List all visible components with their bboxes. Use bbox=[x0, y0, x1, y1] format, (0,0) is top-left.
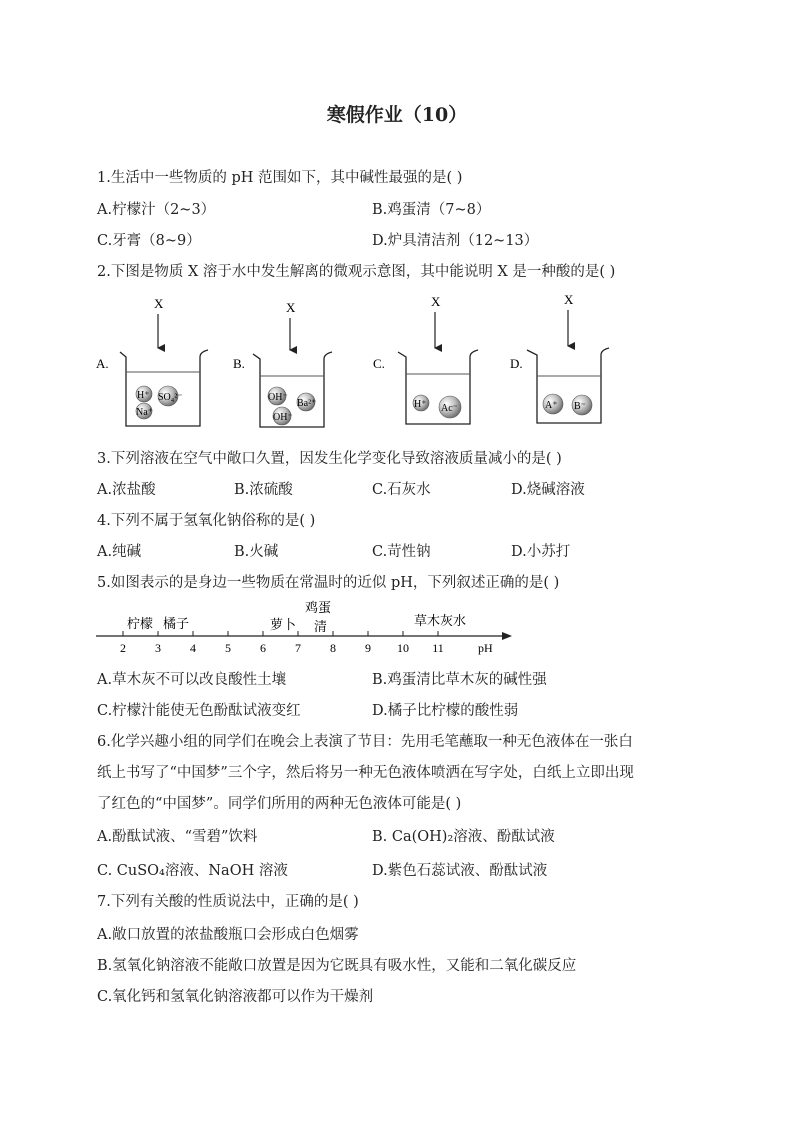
ph-tick-label: 4 bbox=[190, 641, 196, 655]
question-4-option-a: A.纯碱 bbox=[97, 544, 142, 560]
question-3-option-c: C.石灰水 bbox=[372, 482, 431, 498]
ph-tick-label: 10 bbox=[397, 641, 409, 655]
question-6-option-a: A.酚酞试液、“雪碧”饮料 bbox=[97, 829, 258, 845]
question-5-option-d: D.橘子比柠檬的酸性弱 bbox=[372, 703, 519, 719]
question-6-option-d: D.紫色石蕊试液、酚酞试液 bbox=[372, 863, 548, 879]
ion-label: B⁻ bbox=[574, 401, 586, 412]
beaker-d-x-label: X bbox=[564, 292, 574, 307]
ph-axis-arrow bbox=[502, 632, 512, 640]
question-1-option-c: C.牙膏（8~9） bbox=[97, 233, 201, 249]
question-7-stem: 7.下列有关酸的性质说法中，正确的是( ) bbox=[97, 894, 359, 910]
question-4-option-d: D.小苏打 bbox=[511, 544, 571, 560]
ion-label: SO₄²⁻ bbox=[158, 392, 183, 403]
ph-tick-label: 8 bbox=[330, 641, 336, 655]
beaker-b-label: B. bbox=[233, 356, 245, 371]
question-6-option-c: C. CuSO₄溶液、NaOH 溶液 bbox=[97, 863, 288, 879]
ph-item-egg-white-bottom: 清 bbox=[314, 619, 328, 634]
question-4-option-b: B.火碱 bbox=[234, 544, 279, 560]
ph-tick-label: 5 bbox=[225, 641, 231, 655]
beaker-d bbox=[510, 292, 609, 423]
page-title: 寒假作业（10） bbox=[326, 104, 468, 126]
ph-tick-label: 9 bbox=[365, 641, 371, 655]
question-1-option-d: D.炉具清洁剂（12~13） bbox=[372, 233, 539, 249]
ion-label: OH⁻ bbox=[273, 412, 293, 423]
ion-label: H⁺ bbox=[137, 390, 150, 401]
question-1-stem: 1.生活中一些物质的 pH 范围如下，其中碱性最强的是( ) bbox=[97, 170, 463, 186]
question-6-stem-line-2: 纸上书写了“中国梦”三个字，然后将另一种无色液体喷洒在写字处，白纸上立即出现 bbox=[97, 765, 634, 781]
question-1-option-a: A.柠檬汁（2~3） bbox=[97, 202, 216, 218]
question-5-stem: 5.如图表示的是身边一些物质在常温时的近似 pH，下列叙述正确的是( ) bbox=[97, 575, 560, 591]
question-7-option-b: B.氢氧化钠溶液不能敞口放置是因为它既具有吸水性，又能和二氧化碳反应 bbox=[97, 958, 577, 974]
beaker-a bbox=[96, 296, 208, 426]
question-1-option-b: B.鸡蛋清（7~8） bbox=[372, 202, 491, 218]
question-3-stem: 3.下列溶液在空气中敞口久置，因发生化学变化导致溶液质量减小的是( ) bbox=[97, 451, 562, 467]
ion-label: Na⁺ bbox=[136, 407, 153, 418]
question-3-option-d: D.烧碱溶液 bbox=[511, 482, 585, 498]
ph-item-egg-white-top: 鸡蛋 bbox=[305, 600, 332, 615]
beaker-c-x-label: X bbox=[431, 294, 441, 309]
ph-item-plant-ash-water: 草木灰水 bbox=[414, 613, 467, 628]
question-3-option-a: A.浓盐酸 bbox=[97, 482, 156, 498]
ph-item-lemon: 柠檬 bbox=[127, 616, 154, 631]
ph-tick-label: 11 bbox=[432, 641, 444, 655]
question-5-option-c: C.柠檬汁能使无色酚酞试液变红 bbox=[97, 703, 301, 719]
question-6-option-b: B. Ca(OH)₂溶液、酚酞试液 bbox=[372, 829, 555, 845]
ph-tick-label: 6 bbox=[260, 641, 266, 655]
question-3-option-b: B.浓硫酸 bbox=[234, 482, 293, 498]
ph-item-orange: 橘子 bbox=[163, 616, 190, 631]
question-6-stem-line-3: 了红色的“中国梦”。同学们所用的两种无色液体可能是( ) bbox=[97, 796, 462, 812]
question-4-stem: 4.下列不属于氢氧化钠俗称的是( ) bbox=[97, 513, 316, 529]
beaker-c-label: C. bbox=[373, 356, 385, 371]
ion-label: Ba²⁺ bbox=[297, 398, 317, 409]
beaker-a-label: A. bbox=[96, 356, 109, 371]
question-2-stem: 2.下图是物质 X 溶于水中发生解离的微观示意图，其中能说明 X 是一种酸的是( ) bbox=[97, 264, 616, 280]
beaker-b bbox=[233, 300, 332, 427]
ph-item-radish: 萝卜 bbox=[270, 617, 297, 632]
question-4-option-c: C.苛性钠 bbox=[372, 544, 431, 560]
beaker-d-label: D. bbox=[510, 356, 523, 371]
ion-label: A⁺ bbox=[545, 400, 558, 411]
question-5-option-b: B.鸡蛋清比草木灰的碱性强 bbox=[372, 672, 547, 688]
question-7-option-c: C.氧化钙和氢氧化钠溶液都可以作为干燥剂 bbox=[97, 989, 374, 1005]
question-7-option-a: A.敞口放置的浓盐酸瓶口会形成白色烟雾 bbox=[97, 927, 359, 943]
beaker-d-outline bbox=[527, 348, 609, 423]
beaker-a-x-label: X bbox=[154, 296, 164, 311]
ph-axis-label: pH bbox=[478, 641, 493, 655]
beaker-b-x-label: X bbox=[286, 300, 296, 315]
ion-label: Ac⁻ bbox=[441, 403, 458, 414]
ion-label: OH⁻ bbox=[268, 392, 288, 403]
ph-scale-diagram bbox=[90, 596, 530, 662]
beaker-c-outline bbox=[398, 350, 478, 424]
ion-label: H⁺ bbox=[414, 399, 427, 410]
beaker-c bbox=[373, 294, 478, 424]
ph-tick-label: 2 bbox=[120, 641, 126, 655]
ph-tick-label: 3 bbox=[155, 641, 161, 655]
question-5-option-a: A.草木灰不可以改良酸性土壤 bbox=[97, 672, 287, 688]
beaker-diagram bbox=[90, 290, 650, 435]
question-6-stem-line-1: 6.化学兴趣小组的同学们在晚会上表演了节目：先用毛笔蘸取一种无色液体在一张白 bbox=[97, 734, 633, 750]
ph-tick-label: 7 bbox=[295, 641, 301, 655]
